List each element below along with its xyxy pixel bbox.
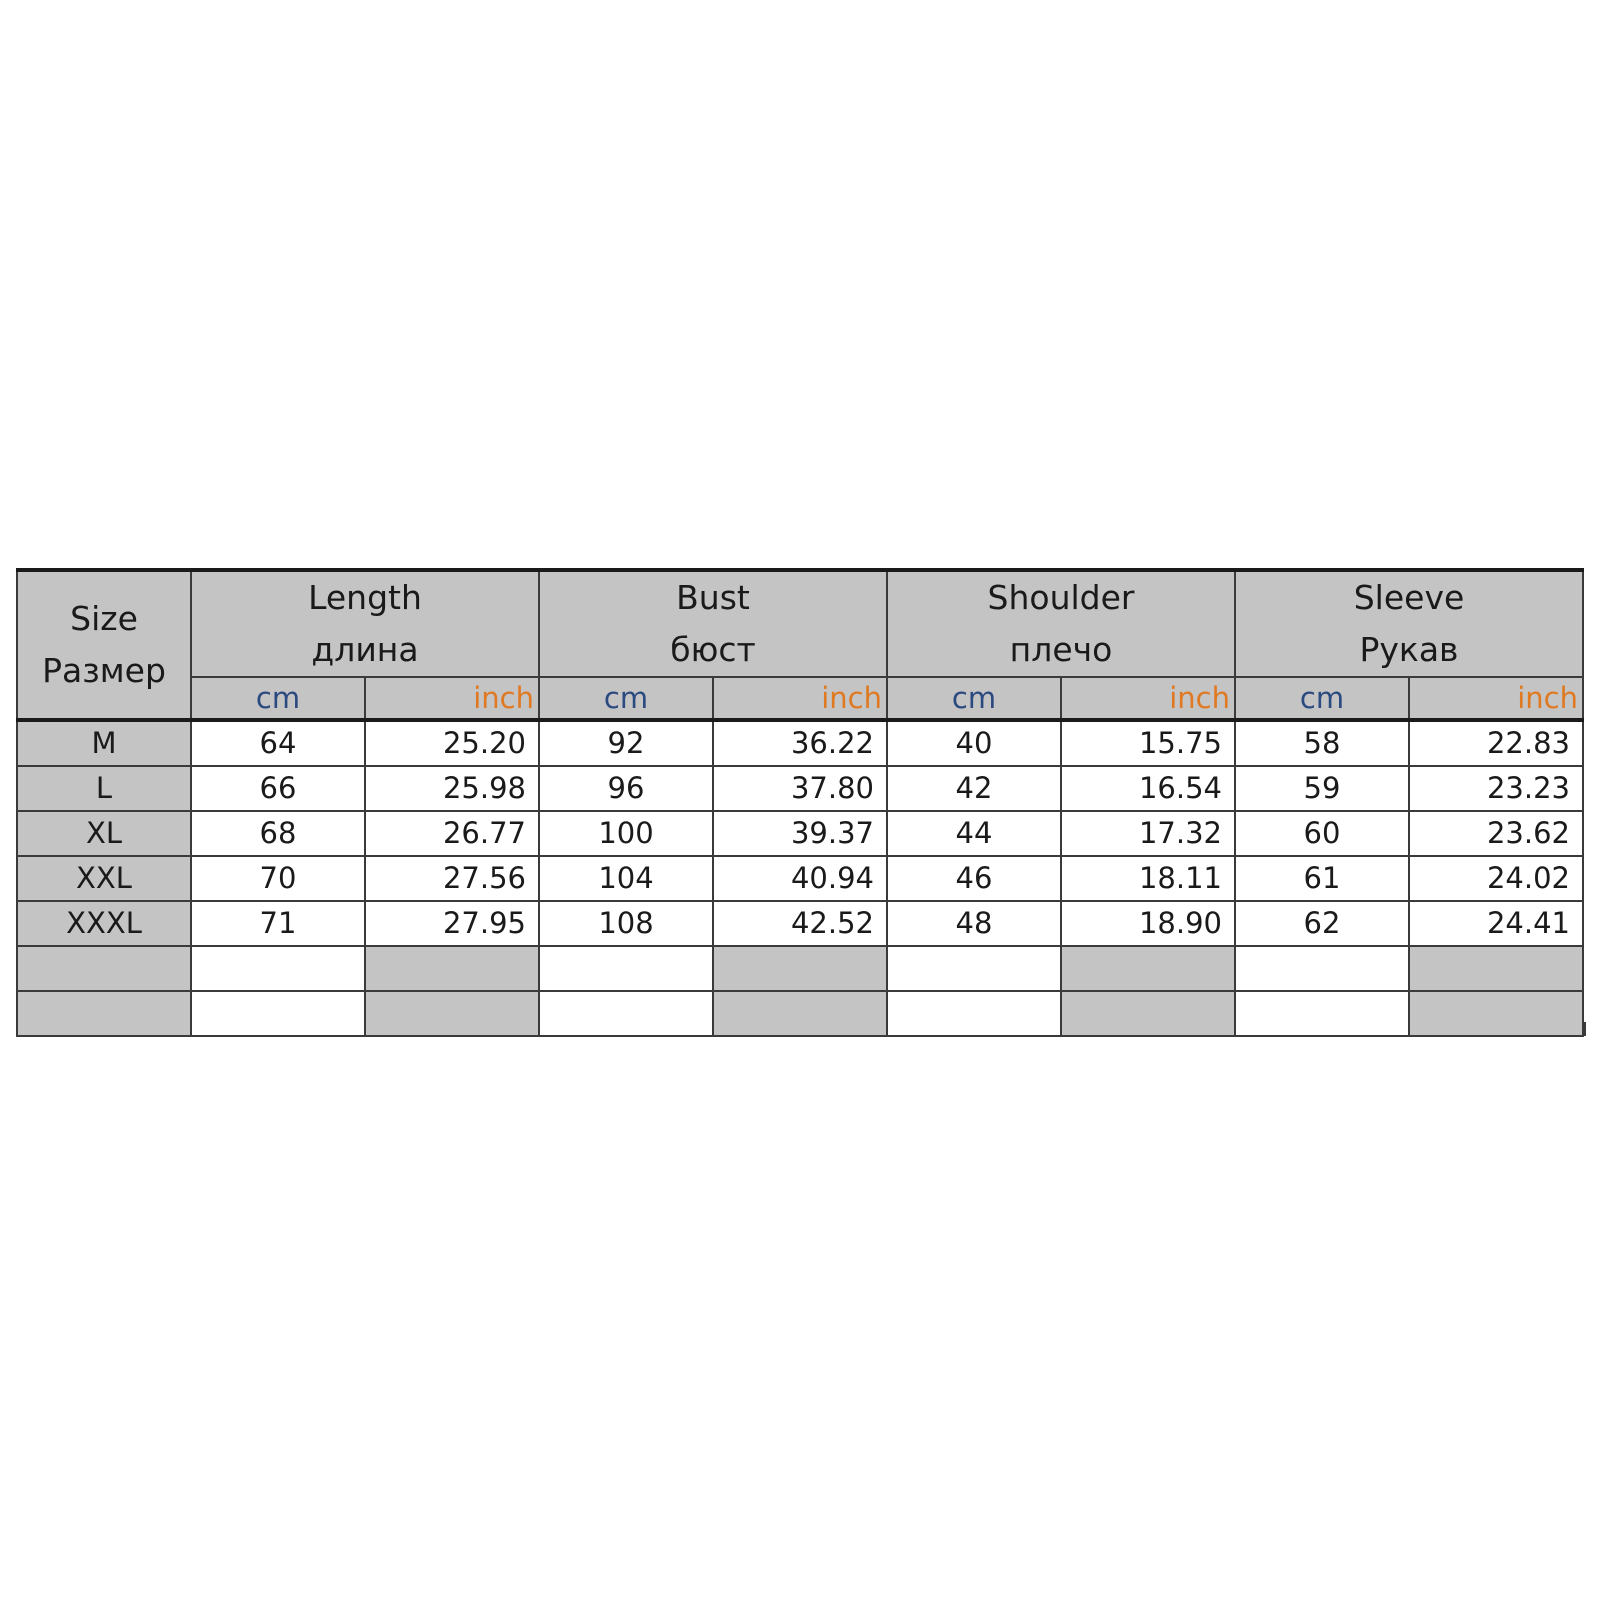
length-cm-cell: 71 (191, 901, 365, 946)
length-header-en: Length (308, 578, 422, 617)
bust-inch-cell: 37.80 (713, 766, 887, 811)
shoulder-cm-cell: 44 (887, 811, 1061, 856)
sleeve-cm-cell: 60 (1235, 811, 1409, 856)
bust-cm-cell: 104 (539, 856, 713, 901)
size-header-cell (17, 570, 191, 720)
length-inch-cell: 25.20 (365, 720, 539, 766)
sleeve-cm-cell: 61 (1235, 856, 1409, 901)
shoulder-cm-cell: 42 (887, 766, 1061, 811)
shoulder-cm-unit: cm (887, 677, 1061, 720)
units-row (17, 677, 1583, 720)
table-row (17, 946, 1583, 991)
sleeve-cm-cell: 59 (1235, 766, 1409, 811)
sleeve-inch-cell: 22.83 (1409, 720, 1583, 766)
sleeve-header-ru: Рукав (1359, 630, 1459, 669)
shoulder-cm-cell: 46 (887, 856, 1061, 901)
bust-inch-cell: 42.52 (713, 901, 887, 946)
length-inch-cell: 26.77 (365, 811, 539, 856)
bust-inch-cell: 36.22 (713, 720, 887, 766)
table-row (17, 856, 1583, 901)
shoulder-inch-cell: 15.75 (1061, 720, 1235, 766)
shoulder-inch-cell: 16.54 (1061, 766, 1235, 811)
sleeve-inch-cell: 23.23 (1409, 766, 1583, 811)
sleeve-cm-unit: cm (1235, 677, 1409, 720)
length-header-cell (191, 570, 539, 677)
size-cell: XL (17, 811, 191, 856)
shoulder-inch-cell: 18.90 (1061, 901, 1235, 946)
bust-header-en: Bust (676, 578, 750, 617)
size-cell: XXL (17, 856, 191, 901)
length-header-ru: длина (311, 630, 419, 669)
size-cell: M (17, 720, 191, 766)
shoulder-header-en: Shoulder (987, 578, 1135, 617)
shoulder-inch-cell: 18.11 (1061, 856, 1235, 901)
length-cm-cell (191, 946, 365, 991)
shoulder-cm-cell (887, 946, 1061, 991)
size-cell (17, 946, 191, 991)
shoulder-inch-cell: 17.32 (1061, 811, 1235, 856)
sleeve-inch-cell (1409, 946, 1583, 991)
bust-header-cell (539, 570, 887, 677)
bust-cm-cell (539, 946, 713, 991)
size-cell: L (17, 766, 191, 811)
length-cm-cell: 68 (191, 811, 365, 856)
size-header-en: Size (70, 599, 138, 638)
length-cm-unit: cm (191, 677, 365, 720)
bust-cm-cell: 92 (539, 720, 713, 766)
bust-inch-cell: 40.94 (713, 856, 887, 901)
shoulder-inch-cell (1061, 946, 1235, 991)
header-row (17, 570, 1583, 677)
size-header-ru: Размер (42, 651, 166, 690)
bust-inch-cell: 39.37 (713, 811, 887, 856)
size-data-rows (17, 720, 1583, 1036)
table-row (17, 720, 1583, 766)
length-cm-cell: 66 (191, 766, 365, 811)
bust-inch-cell (713, 946, 887, 991)
sleeve-cm-cell: 62 (1235, 901, 1409, 946)
shoulder-cm-cell: 48 (887, 901, 1061, 946)
sleeve-inch-cell: 23.62 (1409, 811, 1583, 856)
sleeve-header-cell (1235, 570, 1583, 677)
sleeve-inch-cell: 24.02 (1409, 856, 1583, 901)
length-inch-cell: 27.95 (365, 901, 539, 946)
shoulder-header-ru: плечо (1009, 630, 1113, 669)
length-inch-cell: 25.98 (365, 766, 539, 811)
shoulder-header-cell (887, 570, 1235, 677)
sleeve-cm-cell: 58 (1235, 720, 1409, 766)
bust-cm-unit: cm (539, 677, 713, 720)
size-chart-table (16, 568, 1584, 1037)
table-edge-lines (16, 1022, 1586, 1036)
table-row (17, 901, 1583, 946)
bust-cm-cell: 108 (539, 901, 713, 946)
length-inch-cell (365, 946, 539, 991)
table-row (17, 766, 1583, 811)
bust-inch-unit: inch (713, 677, 887, 720)
sleeve-cm-cell (1235, 946, 1409, 991)
size-cell: XXXL (17, 901, 191, 946)
sleeve-inch-unit: inch (1409, 677, 1583, 720)
sleeve-inch-cell: 24.41 (1409, 901, 1583, 946)
bust-cm-cell: 96 (539, 766, 713, 811)
bust-header-ru: бюст (670, 630, 756, 669)
bust-cm-cell: 100 (539, 811, 713, 856)
length-inch-unit: inch (365, 677, 539, 720)
length-inch-cell: 27.56 (365, 856, 539, 901)
sleeve-header-en: Sleeve (1353, 578, 1465, 617)
length-cm-cell: 70 (191, 856, 365, 901)
shoulder-cm-cell: 40 (887, 720, 1061, 766)
length-cm-cell: 64 (191, 720, 365, 766)
shoulder-inch-unit: inch (1061, 677, 1235, 720)
table-row (17, 811, 1583, 856)
